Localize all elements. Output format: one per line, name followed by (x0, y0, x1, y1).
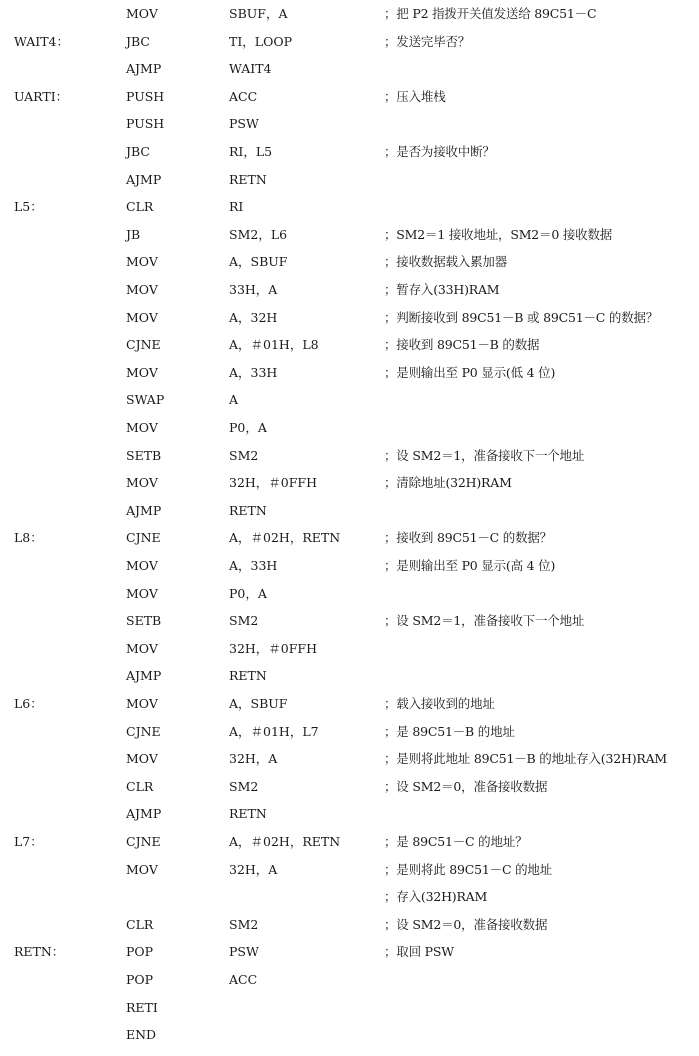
line-operands: SM2 (229, 778, 259, 794)
line-label: L8： (14, 530, 43, 546)
code-line (0, 1021, 699, 1048)
code-line (0, 938, 699, 965)
code-line (0, 276, 699, 303)
line-operands: PSW (229, 944, 259, 960)
line-operands: SBUF，A (229, 6, 288, 21)
line-operands: ACC (229, 972, 258, 987)
line-opcode: MOV (126, 420, 158, 435)
line-opcode: AJMP (126, 171, 162, 187)
line-comment: ；接收到 89C51－C 的数据？ (384, 530, 552, 546)
line-label: L6： (14, 696, 43, 711)
line-comment: ；清除地址(32H)RAM (384, 475, 512, 491)
code-line (0, 718, 699, 745)
line-operands: SM2 (229, 916, 259, 932)
line-operands: A，＃02H，RETN (229, 530, 341, 546)
line-opcode: END (126, 1027, 157, 1043)
code-line (0, 28, 699, 55)
code-line (0, 524, 699, 551)
line-label: WAIT4： (14, 33, 69, 49)
line-comment: ；载入接收到的地址 (384, 696, 495, 711)
code-line (0, 386, 699, 413)
code-line (0, 828, 699, 855)
line-comment: ；SM2＝1 接收地址，SM2＝0 接收数据 (384, 226, 613, 242)
code-line (0, 331, 699, 358)
line-operands: A，＃02H，RETN (229, 834, 341, 849)
line-comment: ；是则将此 89C51－C 的地址 (384, 861, 552, 877)
line-comment: ；接收到 89C51－B 的数据 (384, 337, 540, 353)
line-comment: ；判断接收到 89C51－B 或 89C51－C 的数据？ (384, 309, 659, 325)
code-line (0, 304, 699, 331)
line-operands: 32H，A (229, 861, 278, 877)
line-opcode: CLR (126, 916, 154, 932)
line-operands: 33H，A (229, 282, 278, 297)
line-opcode: SWAP (126, 392, 165, 408)
line-operands: 32H，＃0FFH (229, 475, 318, 491)
code-line (0, 442, 699, 469)
line-operands: TI，LOOP (229, 33, 292, 49)
code-line (0, 0, 699, 27)
line-comment: ；设 SM2＝0，准备接收数据 (384, 916, 548, 932)
line-comment: ；是 89C51－B 的地址 (384, 723, 515, 739)
code-line (0, 690, 699, 717)
code-line (0, 635, 699, 662)
line-operands: A，SBUF (229, 254, 288, 270)
line-opcode: MOV (126, 751, 158, 767)
line-label: UARTI： (14, 88, 69, 104)
line-opcode: MOV (126, 696, 158, 711)
code-line (0, 662, 699, 689)
code-line (0, 745, 699, 772)
line-operands: A，33H (229, 364, 278, 380)
line-comment: ；设 SM2＝0，准备接收数据 (384, 778, 548, 794)
line-opcode: MOV (126, 585, 158, 601)
line-opcode: POP (126, 944, 154, 960)
line-comment: ；是否为接收中断？ (384, 144, 495, 159)
line-opcode: AJMP (126, 668, 162, 684)
line-opcode: MOV (126, 282, 158, 297)
code-line (0, 248, 699, 275)
code-line (0, 469, 699, 496)
line-operands: WAIT4 (229, 61, 272, 77)
line-comment: ；是则将此地址 89C51－B 的地址存入(32H)RAM (384, 751, 668, 767)
code-line (0, 414, 699, 441)
line-operands: A (229, 392, 239, 408)
line-operands: 32H，A (229, 751, 278, 767)
code-line (0, 994, 699, 1021)
line-opcode: MOV (126, 475, 158, 491)
code-line (0, 83, 699, 110)
code-line (0, 221, 699, 248)
line-operands: 32H，＃0FFH (229, 640, 318, 656)
line-operands: RETN (229, 171, 267, 187)
line-operands: SM2 (229, 613, 259, 629)
line-operands: A，33H (229, 558, 278, 573)
line-comment: ；存入(32H)RAM (384, 889, 488, 905)
line-operands: RETN (229, 806, 267, 822)
line-opcode: MOV (126, 640, 158, 656)
line-operands: A，SBUF (229, 696, 288, 711)
line-opcode: MOV (126, 6, 158, 21)
code-line (0, 55, 699, 82)
line-operands: RI (229, 199, 244, 215)
line-operands: PSW (229, 116, 259, 132)
code-line (0, 497, 699, 524)
line-label: RETN： (14, 944, 65, 960)
line-opcode: AJMP (126, 61, 162, 77)
line-operands: RI，L5 (229, 144, 273, 159)
line-opcode: CJNE (126, 337, 161, 353)
line-opcode: CLR (126, 778, 154, 794)
line-comment: ；压入堆栈 (384, 88, 446, 104)
line-opcode: RETI (126, 999, 158, 1015)
code-line (0, 883, 699, 910)
line-comment: ；设 SM2＝1，准备接收下一个地址 (384, 613, 585, 629)
line-operands: RETN (229, 502, 267, 518)
code-line (0, 359, 699, 386)
line-opcode: JBC (126, 33, 150, 49)
line-opcode: JBC (126, 144, 150, 159)
line-opcode: AJMP (126, 502, 162, 518)
line-opcode: MOV (126, 254, 158, 270)
code-line (0, 552, 699, 579)
line-label: L7： (14, 834, 43, 849)
line-opcode: JB (126, 226, 141, 242)
line-comment: ；把 P2 指拨开关值发送给 89C51－C (384, 6, 597, 21)
line-opcode: SETB (126, 613, 162, 629)
line-operands: SM2，L6 (229, 226, 288, 242)
line-opcode: SETB (126, 447, 162, 463)
line-opcode: PUSH (126, 88, 165, 104)
line-opcode: CLR (126, 199, 154, 215)
line-opcode: CJNE (126, 834, 161, 849)
code-line (0, 966, 699, 993)
code-line (0, 856, 699, 883)
line-operands: A，32H (229, 309, 278, 325)
line-comment: ；取回 PSW (384, 944, 454, 960)
line-opcode: PUSH (126, 116, 165, 132)
line-operands: RETN (229, 668, 267, 684)
line-opcode: MOV (126, 861, 158, 877)
line-opcode: MOV (126, 364, 158, 380)
line-opcode: MOV (126, 309, 158, 325)
line-opcode: AJMP (126, 806, 162, 822)
line-comment: ；是则输出至 P0 显示(高 4 位) (384, 558, 556, 573)
line-operands: A，＃01H，L7 (229, 723, 319, 739)
line-operands: A，＃01H，L8 (229, 337, 319, 353)
line-comment: ；是 89C51－C 的地址？ (384, 834, 528, 849)
code-line (0, 193, 699, 220)
line-opcode: CJNE (126, 530, 161, 546)
code-line (0, 138, 699, 165)
code-line (0, 166, 699, 193)
line-operands: ACC (229, 88, 258, 104)
line-comment: ；设 SM2＝1，准备接收下一个地址 (384, 447, 585, 463)
line-comment: ；发送完毕否？ (384, 33, 471, 49)
code-line (0, 800, 699, 827)
line-operands: SM2 (229, 447, 259, 463)
line-comment: ；是则输出至 P0 显示(低 4 位) (384, 364, 556, 380)
line-comment: ；暂存入(33H)RAM (384, 282, 500, 297)
line-comment: ；接收数据载入累加器 (384, 254, 508, 270)
line-opcode: POP (126, 972, 154, 987)
line-opcode: CJNE (126, 723, 161, 739)
line-label: L5： (14, 199, 43, 215)
code-line (0, 773, 699, 800)
code-line (0, 607, 699, 634)
line-operands: P0，A (229, 585, 267, 601)
line-opcode: MOV (126, 558, 158, 573)
code-line (0, 110, 699, 137)
code-line (0, 911, 699, 938)
line-operands: P0，A (229, 420, 267, 435)
code-line (0, 580, 699, 607)
